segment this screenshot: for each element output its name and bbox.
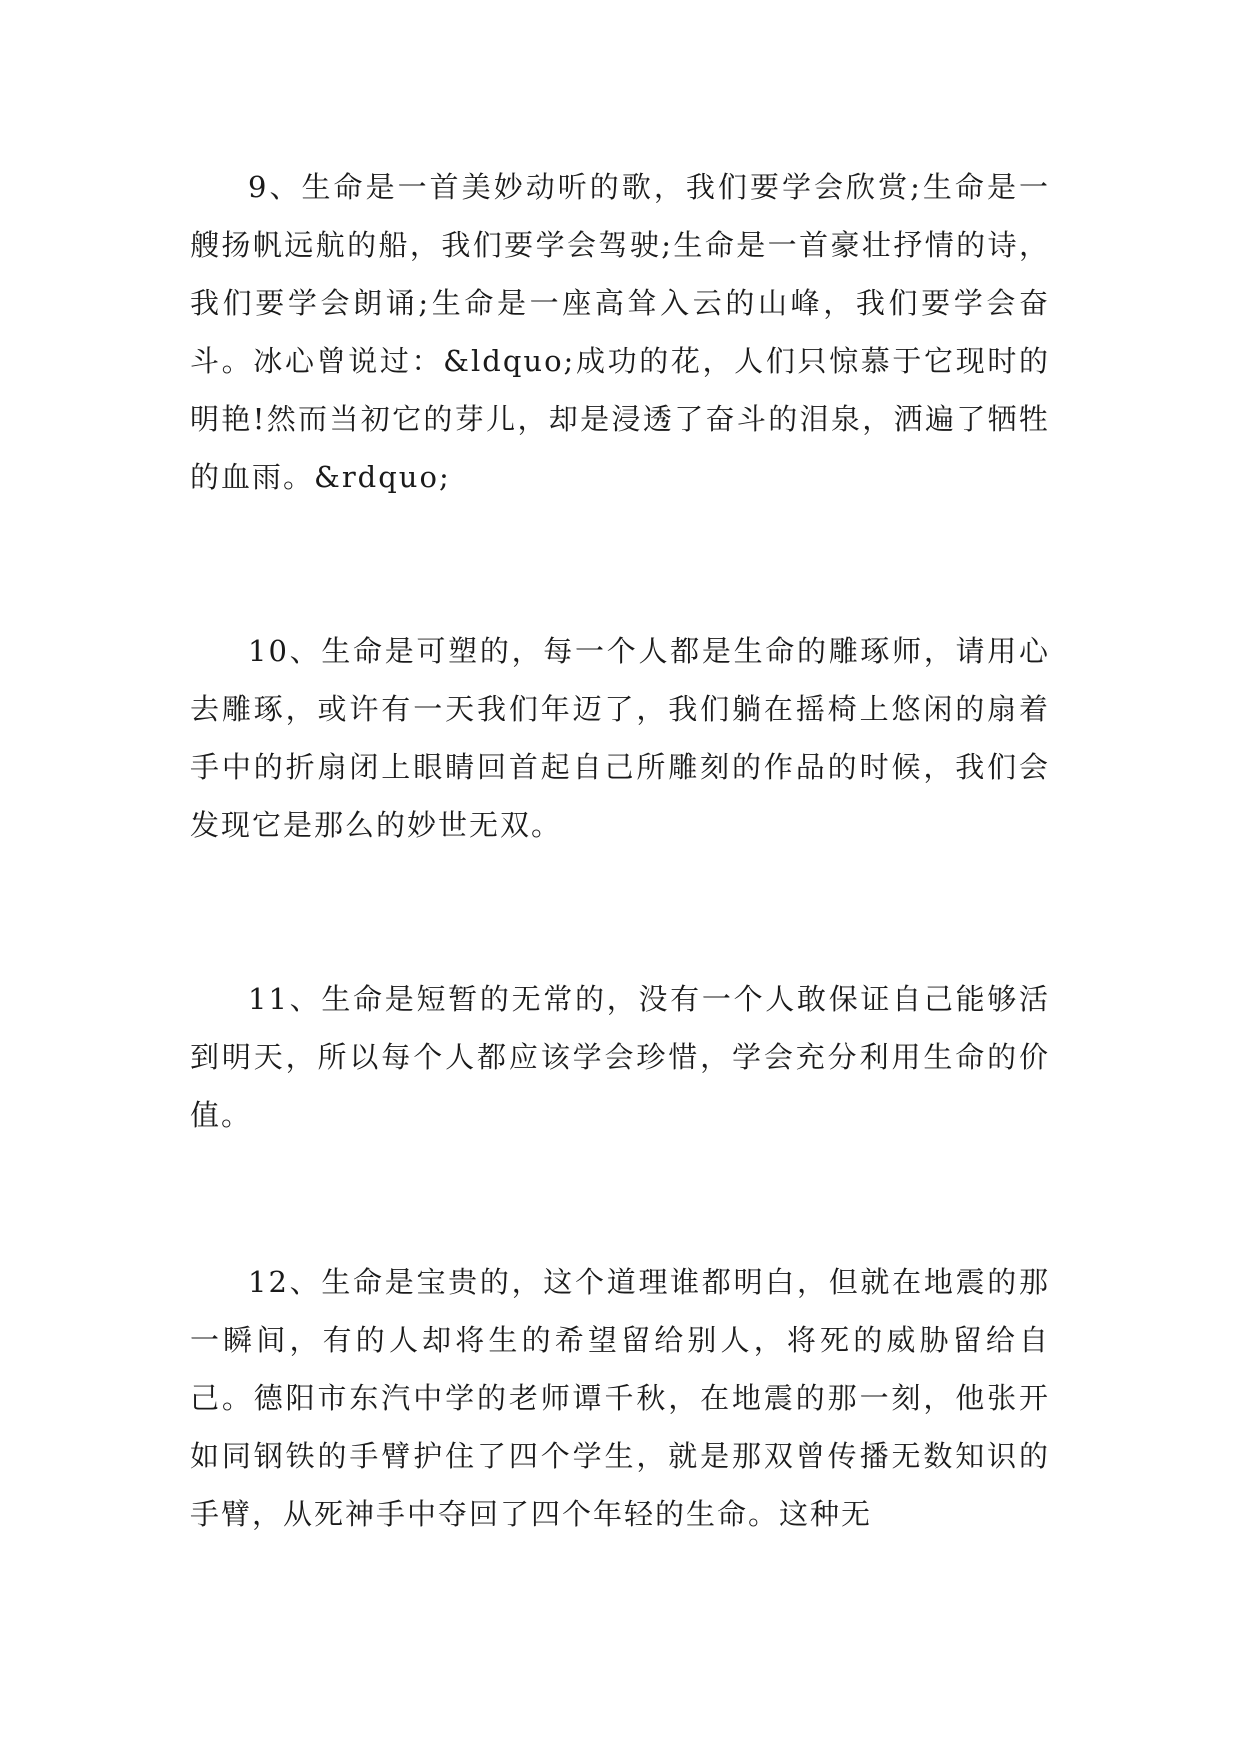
paragraph-11: 11、生命是短暂的无常的，没有一个人敢保证自己能够活到明天，所以每个人都应该学会珍惜，学会充分利用生命的价值。 <box>190 982 1050 1132</box>
paragraph-10: 10、生命是可塑的，每一个人都是生命的雕琢师，请用心去雕琢，或许有一天我们年迈了，我们躺在摇椅上悠闲的扇着手中的折扇闭上眼睛回首起自己所雕刻的作品的时候，我们会发现它是那么的妙世无双。 <box>190 634 1050 842</box>
paragraph-9: 9、生命是一首美妙动听的歌，我们要学会欣赏;生命是一艘扬帆远航的船，我们要学会驾驶;生命是一首豪壮抒情的诗，我们要学会朗诵;生命是一座高耸入云的山峰，我们要学会奋斗。冰心曾说过：&ldquo;成功的花，人们只惊慕于它现时的明艳!然而当初它的芽儿，却是浸透了奋斗的泪泉，洒遍了牺牲的血雨。&rdquo; <box>190 170 1050 494</box>
paragraph-12: 12、生命是宝贵的，这个道理谁都明白，但就在地震的那一瞬间，有的人却将生的希望留给别人，将死的威胁留给自己。德阳市东汽中学的老师谭千秋，在地震的那一刻，他张开如同钢铁的手臂护住了四个学生，就是那双曾传播无数知识的手臂，从死神手中夺回了四个年轻的生命。这种无 <box>190 1265 1050 1531</box>
